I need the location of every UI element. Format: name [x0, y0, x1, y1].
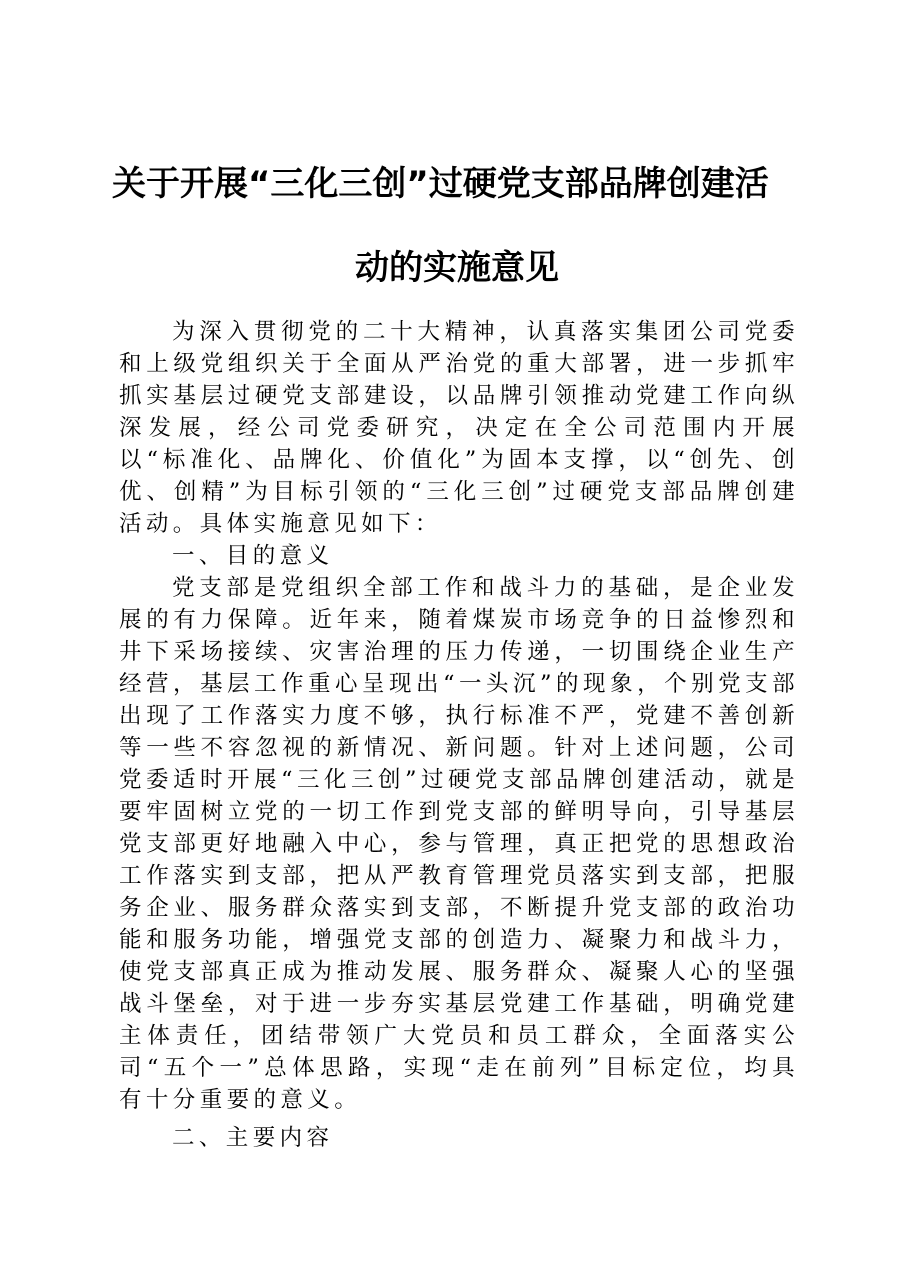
title-line-1: 关于开展“三化三创”过硬党支部品牌创建活	[112, 164, 769, 204]
purpose-paragraph: 党支部是党组织全部工作和战斗力的基础，是企业发展的有力保障。近年来，随着煤炭市场竞争的日益惨烈和井下采场接续、灾害治理的压力传递，一切围绕企业生产经营，基层工作重心呈现出“一头沉”的现象，个别党支部出现了工作落实力度不够，执行标准不严，党建不善创新等一些不容忽视的新情况、新问题。针对上述问题，公司党委适时开展“三化三创”过硬党支部品牌创建活动，就是要牢固树立党的一切工作到党支部的鲜明导向，引导基层党支部更好地融入中心，参与管理，真正把党的思想政治工作落实到支部，把从严教育管理党员落实到支部，把服务企业、服务群众落实到支部，不断提升党支部的政治功能和服务功能，增强党支部的创造力、凝聚力和战斗力，使党支部真正成为推动发展、服务群众、凝聚人心的坚强战斗堡垒，对于进一步夯实基层党建工作基础，明确党建主体责任，团结带领广大党员和员工群众，全面落实公司“五个一”总体思路，实现“走在前列”目标定位，均具有十分重要的意义。	[119, 575, 799, 1113]
section-heading-content: 二、主要内容	[172, 1125, 334, 1151]
document-title	[112, 142, 802, 310]
title-line-2: 动的实施意见	[355, 248, 559, 288]
intro-paragraph: 为深入贯彻党的二十大精神，认真落实集团公司党委和上级党组织关于全面从严治党的重大部署，进一步抓牢抓实基层过硬党支部建设，以品牌引领推动党建工作向纵深发展，经公司党委研究，决定在全公司范围内开展以“标准化、品牌化、价值化”为固本支撑，以“创先、创优、创精”为目标引领的“三化三创”过硬党支部品牌创建活动。具体实施意见如下：	[119, 319, 799, 537]
section-heading-purpose: 一、目的意义	[172, 543, 334, 569]
document-body	[119, 316, 799, 1154]
